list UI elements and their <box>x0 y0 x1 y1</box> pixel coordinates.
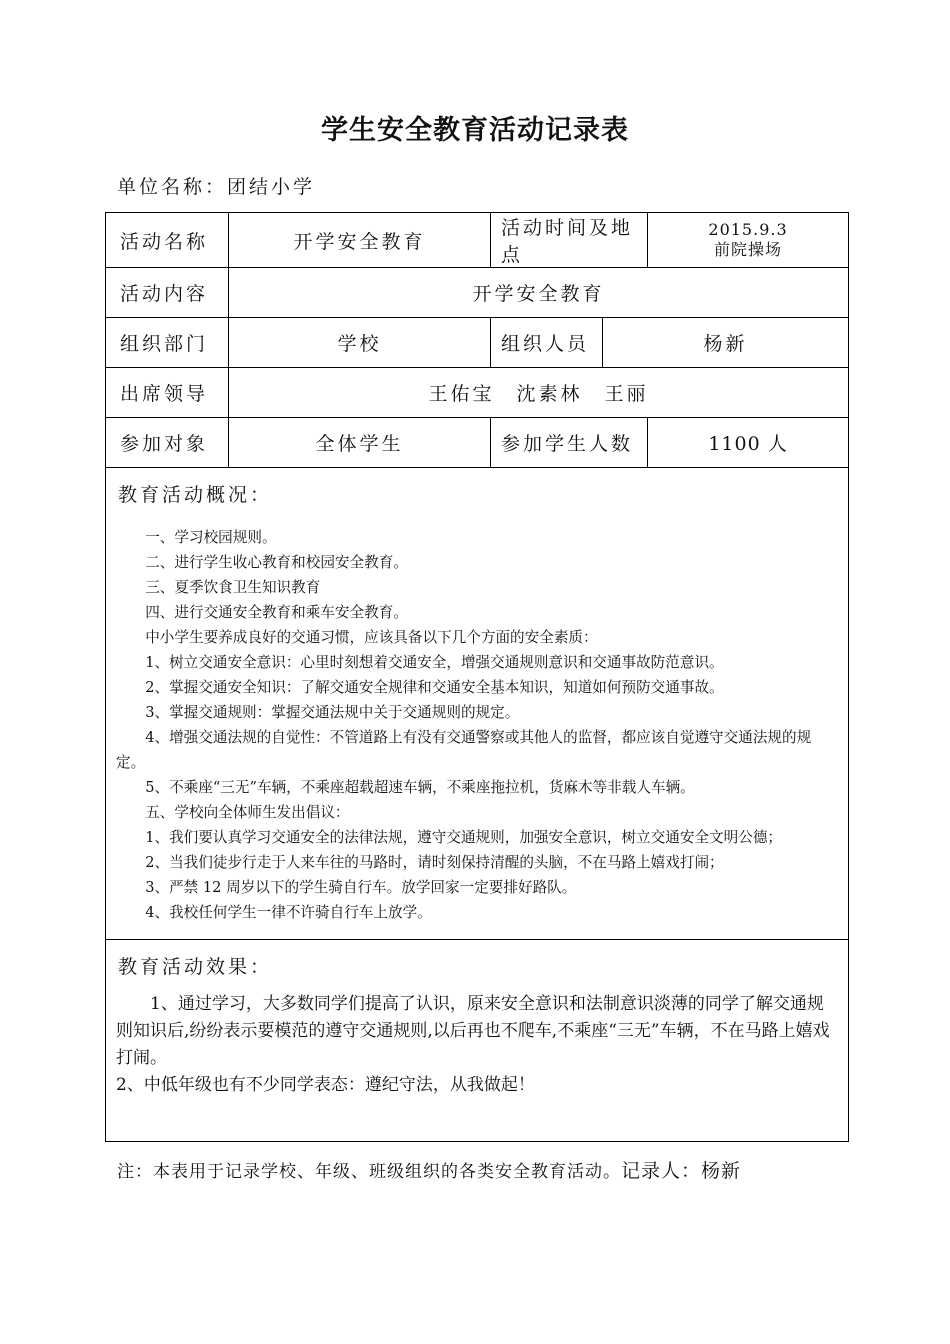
overview-item-9: 4、增强交通法规的自觉性：不管道路上有没有交通警察或其他人的监督，都应该自觉遵守交通法规的规定。 <box>116 729 812 771</box>
row-leaders <box>106 368 849 418</box>
row-content <box>106 268 849 318</box>
effect-heading: 教育活动效果： <box>118 956 273 978</box>
time-place-value <box>648 213 849 268</box>
row-dept <box>106 318 849 368</box>
activity-date: 2015.9.3 <box>708 220 788 239</box>
note-text: 注：本表用于记录学校、年级、班级组织的各类安全教育活动。 <box>117 1162 621 1182</box>
overview-item-5: 中小学生要养成良好的交通习惯，应该具备以下几个方面的安全素质： <box>145 629 598 646</box>
row-activity-name <box>106 213 849 268</box>
overview-item-10: 5、不乘座“三无”车辆，不乘座超载超速车辆，不乘座拖拉机，货麻木等非载人车辆。 <box>145 779 695 796</box>
effect-cell <box>106 940 849 1142</box>
overview-item-3: 三、夏季饮食卫生知识教育 <box>145 579 321 596</box>
count-value: 1100 人 <box>648 418 849 468</box>
content-label: 活动内容 <box>106 268 229 318</box>
overview-item-8: 3、掌握交通规则：掌握交通法规中关于交通规则的规定。 <box>145 704 520 721</box>
overview-item-7: 2、掌握交通安全知识：了解交通安全规律和交通安全基本知识，知道如何预防交通事故。 <box>145 679 724 696</box>
dept-label: 组织部门 <box>106 318 229 368</box>
overview-item-1: 一、学习校园规则。 <box>145 529 277 546</box>
unit-label: 单位名称： <box>117 176 228 198</box>
dept-value: 学校 <box>229 318 491 368</box>
recorder-name: 杨新 <box>701 1160 742 1182</box>
page-title: 学生安全教育活动记录表 <box>321 115 629 146</box>
overview-heading: 教育活动概况： <box>118 484 273 506</box>
row-effect <box>106 940 849 1142</box>
organizer-value: 杨新 <box>603 318 849 368</box>
overview-item-15: 4、我校任何学生一律不许骑自行车上放学。 <box>145 904 432 921</box>
leaders-value: 王佑宝 沈素林 王丽 <box>229 368 849 418</box>
overview-item-14: 3、严禁 12 周岁以下的学生骑自行车。放学回家一定要排好路队。 <box>145 879 577 896</box>
overview-item-11: 五、学校向全体师生发出倡议： <box>145 804 350 821</box>
overview-item-12: 1、我们要认真学习交通安全的法律法规，遵守交通规则，加强安全意识，树立交通安全文明公德； <box>145 829 783 846</box>
overview-cell <box>106 468 849 940</box>
overview-item-2: 二、进行学生收心教育和校园安全教育。 <box>145 554 408 571</box>
activity-place: 前院操场 <box>714 240 783 259</box>
overview-item-4: 四、进行交通安全教育和乘车安全教育。 <box>145 604 408 621</box>
overview-list <box>116 525 838 925</box>
target-value: 全体学生 <box>229 418 491 468</box>
activity-name-label: 活动名称 <box>106 213 229 268</box>
time-place-label: 活动时间及地点 <box>491 213 648 268</box>
effect-paragraph-2: 2、中低年级也有不少同学表态：遵纪守法，从我做起！ <box>116 1075 535 1095</box>
effect-paragraph-1: 1、通过学习，大多数同学们提高了认识，原来安全意识和法制意识淡薄的同学了解交通规则知识后,纷纷表示要模范的遵守交通规则,以后再也不爬车,不乘座“三无”车辆，不在马路上嬉戏打闹。 <box>116 994 830 1068</box>
leaders-label: 出席领导 <box>106 368 229 418</box>
row-overview <box>106 468 849 940</box>
recorder-label: 记录人： <box>621 1160 702 1182</box>
content-value: 开学安全教育 <box>229 268 849 318</box>
footer-note <box>117 1156 741 1183</box>
target-label: 参加对象 <box>106 418 229 468</box>
count-label: 参加学生人数 <box>491 418 648 468</box>
row-target <box>106 418 849 468</box>
activity-name-value: 开学安全教育 <box>229 213 491 268</box>
unit-value: 团结小学 <box>227 176 316 198</box>
organizer-label: 组织人员 <box>491 318 603 368</box>
overview-item-6: 1、树立交通安全意识：心里时刻想着交通安全，增强交通规则意识和交通事故防范意识。 <box>145 654 724 671</box>
unit-line <box>117 172 315 199</box>
record-table <box>105 212 849 1142</box>
overview-item-13: 2、当我们徒步行走于人来车往的马路时，请时刻保持清醒的头脑，不在马路上嬉戏打闹； <box>145 854 724 871</box>
